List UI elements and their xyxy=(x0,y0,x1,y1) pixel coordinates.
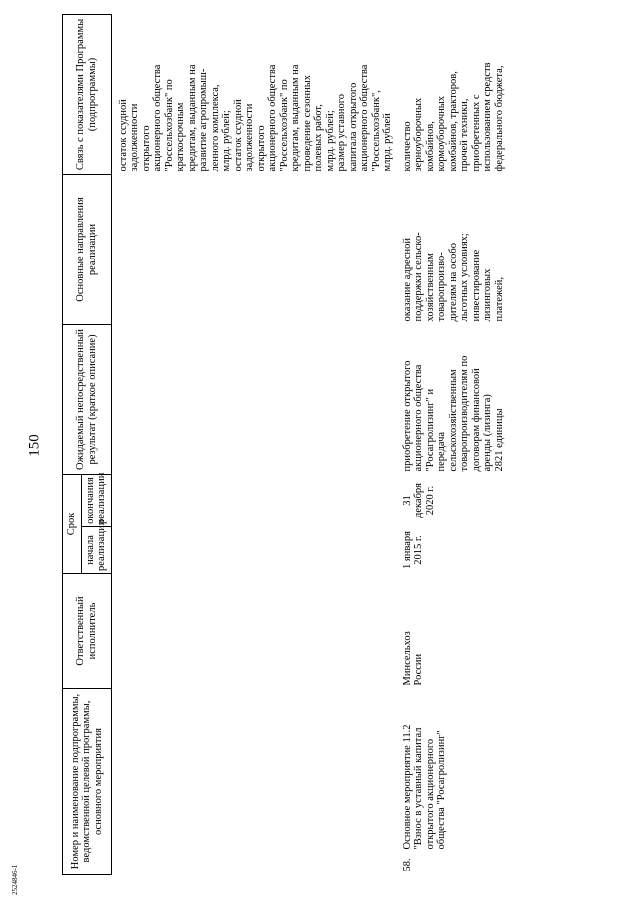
row-number: 58. xyxy=(401,858,413,872)
table-row xyxy=(394,14,506,874)
header-directions: Основные направления реализации xyxy=(63,174,112,324)
table-header xyxy=(63,14,112,874)
document-code: 2524846-1 xyxy=(11,864,19,895)
link-cell: количество зерноуборочных комбайнов, кормоуборочных комбайнов, тракторов, прочей техники, приобретенных с использованием средств федерального бюджета, xyxy=(401,62,505,172)
header-link: Связь с показателями Программы (подпрограммы) xyxy=(63,14,112,174)
page-number: 150 xyxy=(26,434,43,457)
header-end: окончания реализации xyxy=(81,474,111,526)
result-cell: приобретение открытого акционерного общества "Росагролизинг" и передача сельскохозяйственным товаропроизводителям по договорам финансовой аренды (лизинга) 2821 единицы xyxy=(401,355,505,472)
item-name-cell xyxy=(394,689,506,875)
end-date-cell: 31 декабря 2020 г. xyxy=(401,482,436,519)
continuation-link-cell: остаток ссудной задолженности открытого акционерного общества "Россельхозбанк" по краткосрочным кредитам, выданным на развитие агропромыш- ленного комплекса, млрд. рублей; остаток ссудной задолженности открытого акционерного общества "Россельхозбанк" по кредитам, выданным на проведение сезонных полевых работ, млрд. рублей; размер уставного капитала открытого акционерного общества "Россельхозбанк", млрд. рублей xyxy=(117,64,393,172)
header-executor: Ответственный исполнитель xyxy=(63,574,112,689)
item-name: Основное мероприятие 11.2 "Взнос в уставный капитал открытого акционерного общества "Росагролизинг" xyxy=(401,724,447,850)
table-row xyxy=(111,14,394,874)
header-name: Номер и наименование подпрограммы, ведомственной целевой программы, основного мероприятия xyxy=(63,689,112,875)
start-date-cell: 1 января 2015 г. xyxy=(401,531,424,569)
directions-cell: оказание адресной поддержки сельско- хозяйственным товаропроизво- дителям на особо льготных условиях; инвестирование лизинговых платежей, xyxy=(401,232,505,322)
header-start: начала реализации xyxy=(81,527,111,574)
header-result: Ожидаемый непосредственный результат (краткое описание) xyxy=(63,324,112,474)
header-term: Срок xyxy=(63,474,82,573)
program-table xyxy=(62,14,505,875)
rotated-table-container xyxy=(62,15,582,875)
executor-cell: Минсельхоз России xyxy=(401,631,424,686)
